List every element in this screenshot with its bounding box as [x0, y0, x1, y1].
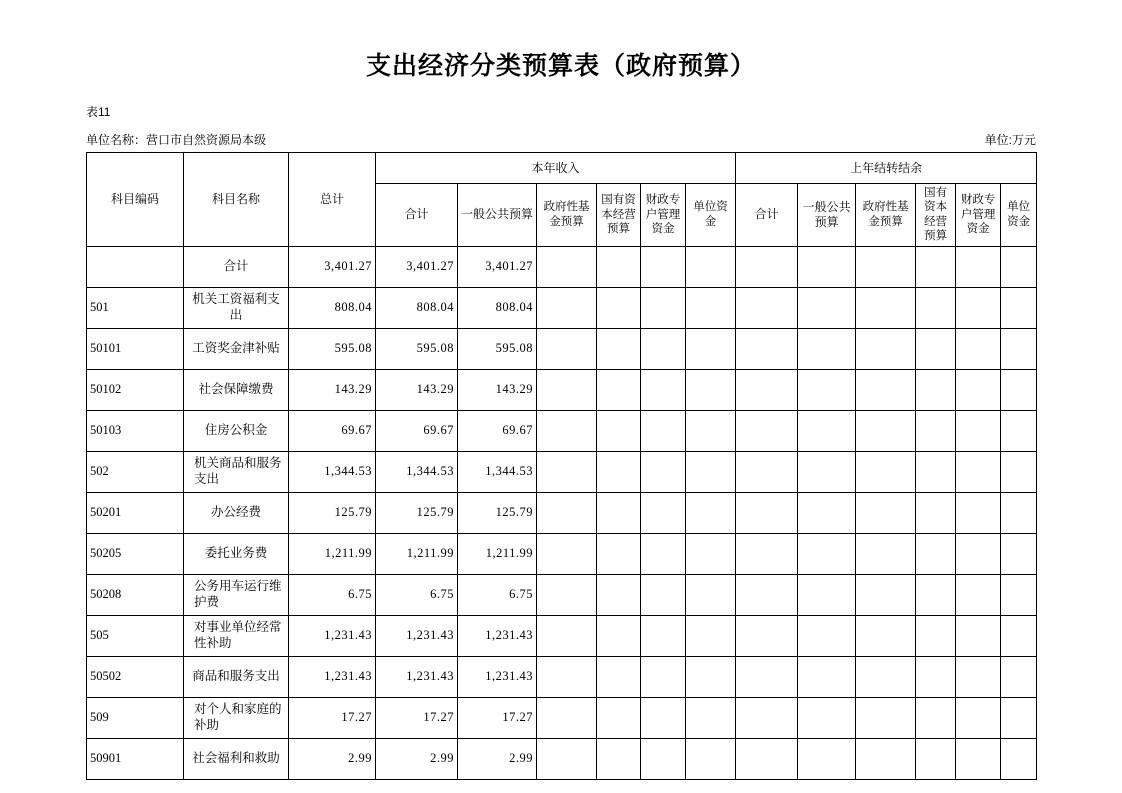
cell-py-general-public	[798, 410, 856, 451]
cell-py-fin-special	[956, 697, 1001, 738]
cell-cy-subtotal: 808.04	[376, 287, 458, 328]
cell-total: 17.27	[289, 697, 376, 738]
cell-py-fin-special	[956, 533, 1001, 574]
cell-py-general-public	[798, 287, 856, 328]
cell-py-fin-special	[956, 738, 1001, 779]
cell-cy-unit-fund	[686, 328, 736, 369]
col-header-code: 科目编码	[87, 153, 184, 247]
cell-subject-name: 合计	[184, 246, 289, 287]
cell-py-gov-fund	[856, 369, 916, 410]
cell-cy-gov-fund	[537, 287, 597, 328]
cell-py-general-public	[798, 574, 856, 615]
cell-py-subtotal	[736, 328, 798, 369]
cell-py-general-public	[798, 533, 856, 574]
cell-cy-general-public: 6.75	[458, 574, 537, 615]
cell-py-subtotal	[736, 451, 798, 492]
cell-py-unit-fund	[1001, 287, 1037, 328]
unit-name-label: 单位名称：营口市自然资源局本级	[86, 133, 267, 147]
cell-subject-name: 商品和服务支出	[184, 656, 289, 697]
cell-subject-name: 公务用车运行维护费	[184, 574, 289, 615]
cell-subject-code: 50208	[87, 574, 184, 615]
cell-cy-soe-capital	[597, 492, 641, 533]
table-body	[87, 246, 1037, 779]
col-header-name: 科目名称	[184, 153, 289, 247]
cell-py-general-public	[798, 656, 856, 697]
cell-py-fin-special	[956, 287, 1001, 328]
cell-py-general-public	[798, 246, 856, 287]
cell-cy-unit-fund	[686, 451, 736, 492]
cell-py-general-public	[798, 697, 856, 738]
cell-py-gov-fund	[856, 738, 916, 779]
cell-cy-subtotal: 1,231.43	[376, 656, 458, 697]
cell-cy-unit-fund	[686, 492, 736, 533]
cell-py-gov-fund	[856, 615, 916, 656]
cell-cy-fin-special	[641, 574, 686, 615]
cell-cy-general-public: 125.79	[458, 492, 537, 533]
cell-subject-name: 机关商品和服务支出	[184, 451, 289, 492]
table-number: 表11	[86, 105, 111, 119]
cell-cy-fin-special	[641, 697, 686, 738]
col-header-cy-subtotal: 合计	[376, 184, 458, 247]
cell-py-soe-capital	[916, 410, 956, 451]
cell-subject-code: 501	[87, 287, 184, 328]
cell-py-soe-capital	[916, 533, 956, 574]
cell-py-unit-fund	[1001, 574, 1037, 615]
cell-total: 1,344.53	[289, 451, 376, 492]
table-row	[87, 615, 1037, 656]
cell-py-subtotal	[736, 697, 798, 738]
cell-subject-name: 委托业务费	[184, 533, 289, 574]
cell-cy-fin-special	[641, 369, 686, 410]
cell-py-soe-capital	[916, 574, 956, 615]
cell-cy-subtotal: 595.08	[376, 328, 458, 369]
table-row	[87, 451, 1037, 492]
cell-cy-subtotal: 6.75	[376, 574, 458, 615]
cell-py-fin-special	[956, 451, 1001, 492]
cell-py-subtotal	[736, 738, 798, 779]
cell-cy-general-public: 1,231.43	[458, 656, 537, 697]
col-header-py-subtotal: 合计	[736, 184, 798, 247]
cell-cy-fin-special	[641, 533, 686, 574]
cell-py-gov-fund	[856, 574, 916, 615]
cell-cy-unit-fund	[686, 574, 736, 615]
cell-py-gov-fund	[856, 451, 916, 492]
cell-cy-subtotal: 1,231.43	[376, 615, 458, 656]
cell-cy-fin-special	[641, 246, 686, 287]
cell-cy-subtotal: 69.67	[376, 410, 458, 451]
cell-total: 595.08	[289, 328, 376, 369]
col-header-py-fin-special: 财政专户管理资金	[956, 184, 1001, 247]
cell-cy-soe-capital	[597, 738, 641, 779]
cell-cy-gov-fund	[537, 492, 597, 533]
cell-cy-unit-fund	[686, 246, 736, 287]
cell-py-fin-special	[956, 656, 1001, 697]
cell-py-unit-fund	[1001, 369, 1037, 410]
cell-cy-general-public: 2.99	[458, 738, 537, 779]
col-header-py-soe-capital: 国有资本经营预算	[916, 184, 956, 247]
cell-cy-general-public: 1,344.53	[458, 451, 537, 492]
cell-cy-gov-fund	[537, 738, 597, 779]
cell-py-gov-fund	[856, 656, 916, 697]
cell-cy-fin-special	[641, 738, 686, 779]
unit-measure-label: 单位:万元	[984, 133, 1036, 147]
cell-py-unit-fund	[1001, 246, 1037, 287]
cell-cy-soe-capital	[597, 328, 641, 369]
cell-total: 808.04	[289, 287, 376, 328]
cell-py-soe-capital	[916, 246, 956, 287]
cell-cy-gov-fund	[537, 574, 597, 615]
cell-subject-code: 50502	[87, 656, 184, 697]
table-row	[87, 574, 1037, 615]
cell-cy-soe-capital	[597, 656, 641, 697]
cell-cy-soe-capital	[597, 533, 641, 574]
cell-py-subtotal	[736, 492, 798, 533]
cell-py-unit-fund	[1001, 492, 1037, 533]
cell-py-fin-special	[956, 492, 1001, 533]
cell-subject-name: 工资奖金津补贴	[184, 328, 289, 369]
cell-py-unit-fund	[1001, 328, 1037, 369]
cell-py-gov-fund	[856, 246, 916, 287]
cell-cy-fin-special	[641, 656, 686, 697]
col-header-cy-soe-capital: 国有资本经营预算	[597, 184, 641, 247]
cell-py-soe-capital	[916, 738, 956, 779]
cell-cy-gov-fund	[537, 328, 597, 369]
cell-py-general-public	[798, 369, 856, 410]
cell-py-soe-capital	[916, 451, 956, 492]
cell-subject-name: 对个人和家庭的补助	[184, 697, 289, 738]
table-row	[87, 410, 1037, 451]
cell-cy-gov-fund	[537, 410, 597, 451]
cell-py-subtotal	[736, 369, 798, 410]
cell-cy-fin-special	[641, 492, 686, 533]
cell-cy-gov-fund	[537, 656, 597, 697]
cell-py-unit-fund	[1001, 615, 1037, 656]
col-header-cy-gov-fund: 政府性基金预算	[537, 184, 597, 247]
cell-cy-unit-fund	[686, 738, 736, 779]
cell-py-gov-fund	[856, 410, 916, 451]
cell-cy-fin-special	[641, 328, 686, 369]
cell-cy-unit-fund	[686, 369, 736, 410]
cell-cy-general-public: 69.67	[458, 410, 537, 451]
cell-cy-subtotal: 125.79	[376, 492, 458, 533]
cell-py-subtotal	[736, 656, 798, 697]
cell-cy-general-public: 3,401.27	[458, 246, 537, 287]
cell-cy-gov-fund	[537, 533, 597, 574]
cell-py-general-public	[798, 492, 856, 533]
cell-subject-code: 50102	[87, 369, 184, 410]
cell-py-unit-fund	[1001, 410, 1037, 451]
col-header-total: 总计	[289, 153, 376, 247]
col-header-py-gov-fund: 政府性基金预算	[856, 184, 916, 247]
table-row	[87, 492, 1037, 533]
cell-cy-unit-fund	[686, 656, 736, 697]
table-group-header-row	[87, 153, 1037, 184]
cell-subject-code: 50205	[87, 533, 184, 574]
cell-total: 69.67	[289, 410, 376, 451]
cell-py-general-public	[798, 738, 856, 779]
cell-py-gov-fund	[856, 533, 916, 574]
cell-py-fin-special	[956, 328, 1001, 369]
col-header-py-general-public: 一般公共预算	[798, 184, 856, 247]
cell-subject-code: 502	[87, 451, 184, 492]
cell-subject-name: 社会福利和救助	[184, 738, 289, 779]
cell-cy-soe-capital	[597, 410, 641, 451]
cell-subject-name: 住房公积金	[184, 410, 289, 451]
page-title: 支出经济分类预算表（政府预算）	[365, 53, 756, 80]
cell-py-subtotal	[736, 615, 798, 656]
cell-subject-name: 对事业单位经常性补助	[184, 615, 289, 656]
cell-cy-subtotal: 3,401.27	[376, 246, 458, 287]
cell-py-unit-fund	[1001, 451, 1037, 492]
cell-cy-subtotal: 143.29	[376, 369, 458, 410]
cell-cy-soe-capital	[597, 287, 641, 328]
cell-total: 1,231.43	[289, 615, 376, 656]
cell-subject-name: 机关工资福利支出	[184, 287, 289, 328]
table-row	[87, 246, 1037, 287]
cell-cy-subtotal: 17.27	[376, 697, 458, 738]
cell-py-general-public	[798, 615, 856, 656]
cell-cy-soe-capital	[597, 246, 641, 287]
cell-py-fin-special	[956, 410, 1001, 451]
cell-cy-fin-special	[641, 410, 686, 451]
cell-total: 1,211.99	[289, 533, 376, 574]
cell-cy-soe-capital	[597, 574, 641, 615]
cell-py-unit-fund	[1001, 656, 1037, 697]
cell-subject-code: 50101	[87, 328, 184, 369]
col-header-cy-general-public: 一般公共预算	[458, 184, 537, 247]
table-row	[87, 287, 1037, 328]
cell-total: 6.75	[289, 574, 376, 615]
cell-subject-code: 50201	[87, 492, 184, 533]
cell-total: 1,231.43	[289, 656, 376, 697]
table-row	[87, 697, 1037, 738]
cell-py-fin-special	[956, 246, 1001, 287]
col-header-cy-fin-special: 财政专户管理资金	[641, 184, 686, 247]
cell-py-fin-special	[956, 615, 1001, 656]
cell-total: 125.79	[289, 492, 376, 533]
cell-subject-code: 50103	[87, 410, 184, 451]
cell-py-general-public	[798, 451, 856, 492]
cell-cy-unit-fund	[686, 410, 736, 451]
table-row	[87, 328, 1037, 369]
cell-cy-general-public: 17.27	[458, 697, 537, 738]
cell-subject-name: 社会保障缴费	[184, 369, 289, 410]
group-header-current-year-income: 本年收入	[376, 153, 736, 184]
cell-py-subtotal	[736, 533, 798, 574]
cell-py-gov-fund	[856, 697, 916, 738]
cell-cy-fin-special	[641, 451, 686, 492]
cell-cy-soe-capital	[597, 697, 641, 738]
cell-cy-unit-fund	[686, 287, 736, 328]
cell-total: 3,401.27	[289, 246, 376, 287]
cell-cy-general-public: 595.08	[458, 328, 537, 369]
cell-py-soe-capital	[916, 328, 956, 369]
cell-subject-code: 509	[87, 697, 184, 738]
cell-py-gov-fund	[856, 492, 916, 533]
cell-cy-gov-fund	[537, 615, 597, 656]
cell-total: 2.99	[289, 738, 376, 779]
cell-cy-unit-fund	[686, 615, 736, 656]
cell-subject-name: 办公经费	[184, 492, 289, 533]
cell-cy-general-public: 1,231.43	[458, 615, 537, 656]
cell-py-subtotal	[736, 410, 798, 451]
cell-cy-unit-fund	[686, 697, 736, 738]
cell-cy-gov-fund	[537, 451, 597, 492]
cell-py-general-public	[798, 328, 856, 369]
group-header-prior-year-carryover: 上年结转结余	[736, 153, 1037, 184]
cell-py-subtotal	[736, 287, 798, 328]
cell-py-subtotal	[736, 246, 798, 287]
cell-py-fin-special	[956, 369, 1001, 410]
cell-cy-subtotal: 1,344.53	[376, 451, 458, 492]
cell-py-soe-capital	[916, 287, 956, 328]
cell-subject-code: 505	[87, 615, 184, 656]
table-row	[87, 369, 1037, 410]
table-row	[87, 533, 1037, 574]
cell-cy-soe-capital	[597, 451, 641, 492]
cell-cy-fin-special	[641, 615, 686, 656]
table-row	[87, 738, 1037, 779]
cell-cy-fin-special	[641, 287, 686, 328]
cell-cy-unit-fund	[686, 533, 736, 574]
table-row	[87, 656, 1037, 697]
cell-total: 143.29	[289, 369, 376, 410]
cell-subject-code: 50901	[87, 738, 184, 779]
cell-py-gov-fund	[856, 328, 916, 369]
cell-cy-gov-fund	[537, 369, 597, 410]
cell-py-unit-fund	[1001, 533, 1037, 574]
cell-py-soe-capital	[916, 492, 956, 533]
cell-py-soe-capital	[916, 656, 956, 697]
cell-py-fin-special	[956, 574, 1001, 615]
cell-cy-gov-fund	[537, 246, 597, 287]
cell-cy-subtotal: 1,211.99	[376, 533, 458, 574]
col-header-cy-unit-fund: 单位资金	[686, 184, 736, 247]
cell-py-soe-capital	[916, 369, 956, 410]
cell-cy-subtotal: 2.99	[376, 738, 458, 779]
cell-py-soe-capital	[916, 697, 956, 738]
cell-cy-general-public: 808.04	[458, 287, 537, 328]
cell-py-unit-fund	[1001, 697, 1037, 738]
cell-cy-gov-fund	[537, 697, 597, 738]
cell-py-soe-capital	[916, 615, 956, 656]
cell-py-unit-fund	[1001, 738, 1037, 779]
col-header-py-unit-fund: 单位资金	[1001, 184, 1037, 247]
cell-py-subtotal	[736, 574, 798, 615]
cell-cy-general-public: 1,211.99	[458, 533, 537, 574]
cell-cy-soe-capital	[597, 615, 641, 656]
budget-table	[86, 152, 1037, 780]
cell-subject-code	[87, 246, 184, 287]
cell-cy-soe-capital	[597, 369, 641, 410]
cell-py-gov-fund	[856, 287, 916, 328]
cell-cy-general-public: 143.29	[458, 369, 537, 410]
